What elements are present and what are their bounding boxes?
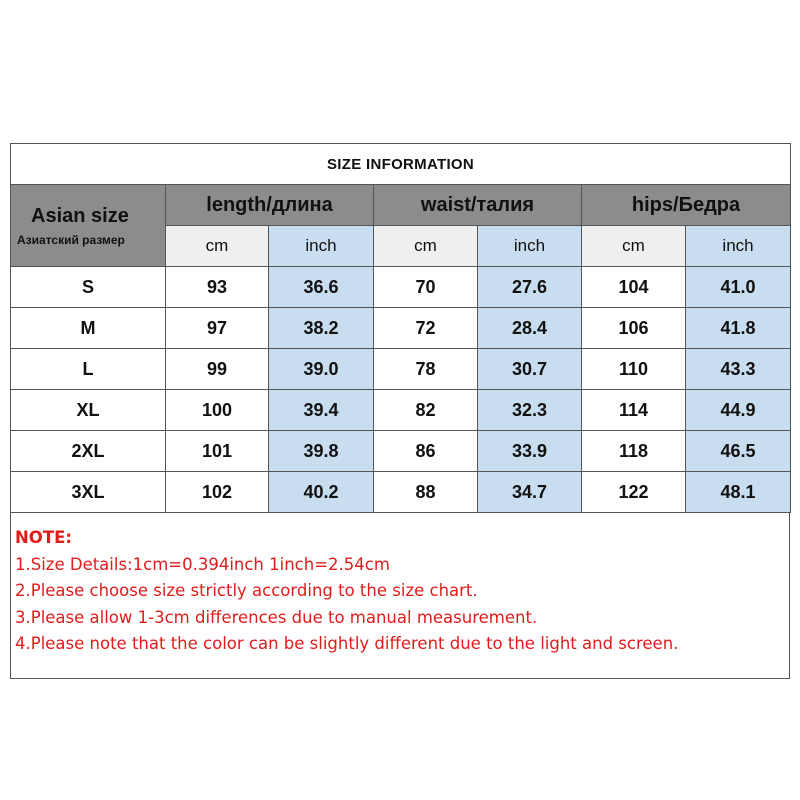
waist-inch-cell: 33.9	[478, 431, 582, 472]
unit-header-length-inch: inch	[269, 226, 374, 267]
unit-header-hips-inch: inch	[686, 226, 791, 267]
hips-cm-cell: 104	[582, 267, 686, 308]
note-item: 4.Please note that the color can be slightly different due to the light and screen.	[15, 634, 679, 653]
hips-inch-cell: 44.9	[686, 390, 791, 431]
hips-cm-cell: 110	[582, 349, 686, 390]
hips-inch-cell: 48.1	[686, 472, 791, 513]
hips-group-header: hips/Бедра	[582, 185, 791, 226]
waist-inch-cell: 28.4	[478, 308, 582, 349]
hips-cm-cell: 118	[582, 431, 686, 472]
waist-cm-cell: 86	[374, 431, 478, 472]
hips-inch-cell: 46.5	[686, 431, 791, 472]
hips-cm-cell: 106	[582, 308, 686, 349]
size-table	[10, 143, 791, 513]
asian-size-label: Asian size	[31, 204, 129, 227]
length-inch-cell: 38.2	[269, 308, 374, 349]
table-row	[11, 472, 791, 513]
length-cm-cell: 93	[166, 267, 269, 308]
length-cm-cell: 97	[166, 308, 269, 349]
waist-inch-cell: 34.7	[478, 472, 582, 513]
asian-size-header	[11, 185, 166, 267]
length-group-header: length/длина	[166, 185, 374, 226]
waist-inch-cell: 32.3	[478, 390, 582, 431]
hips-inch-cell: 41.0	[686, 267, 791, 308]
note-item: 1.Size Details:1cm=0.394inch 1inch=2.54cm	[15, 554, 390, 574]
length-cm-cell: 102	[166, 472, 269, 513]
size-cell: 2XL	[11, 431, 166, 472]
note-item: 3.Please allow 1-3cm differences due to manual measurement.	[15, 607, 538, 627]
length-inch-cell: 36.6	[269, 267, 374, 308]
table-title: SIZE INFORMATION	[11, 144, 791, 185]
hips-cm-cell: 122	[582, 472, 686, 513]
unit-header-waist-inch: inch	[478, 226, 582, 267]
table-row	[11, 267, 791, 308]
hips-inch-cell: 41.8	[686, 308, 791, 349]
waist-cm-cell: 70	[374, 267, 478, 308]
waist-group-header: waist/талия	[374, 185, 582, 226]
waist-cm-cell: 78	[374, 349, 478, 390]
size-chart	[10, 143, 790, 679]
size-cell: 3XL	[11, 472, 166, 513]
length-inch-cell: 39.8	[269, 431, 374, 472]
length-inch-cell: 40.2	[269, 472, 374, 513]
table-row	[11, 390, 791, 431]
hips-cm-cell: 114	[582, 390, 686, 431]
length-cm-cell: 99	[166, 349, 269, 390]
asian-size-label-ru: Азиатский размер	[17, 232, 125, 247]
size-cell: XL	[11, 390, 166, 431]
notes-section	[11, 525, 793, 658]
size-cell: S	[11, 267, 166, 308]
unit-header-waist-cm: cm	[374, 226, 478, 267]
table-row	[11, 308, 791, 349]
waist-inch-cell: 30.7	[478, 349, 582, 390]
notes-heading: NOTE:	[15, 528, 72, 547]
unit-header-hips-cm: cm	[582, 226, 686, 267]
table-row	[11, 431, 791, 472]
size-cell: L	[11, 349, 166, 390]
length-inch-cell: 39.0	[269, 349, 374, 390]
waist-cm-cell: 82	[374, 390, 478, 431]
table-row	[11, 349, 791, 390]
size-cell: M	[11, 308, 166, 349]
waist-cm-cell: 72	[374, 308, 478, 349]
unit-header-length-cm: cm	[166, 226, 269, 267]
note-item: 2.Please choose size strictly according to the size chart.	[15, 581, 478, 600]
waist-inch-cell: 27.6	[478, 267, 582, 308]
length-cm-cell: 100	[166, 390, 269, 431]
hips-inch-cell: 43.3	[686, 349, 791, 390]
length-cm-cell: 101	[166, 431, 269, 472]
waist-cm-cell: 88	[374, 472, 478, 513]
length-inch-cell: 39.4	[269, 390, 374, 431]
